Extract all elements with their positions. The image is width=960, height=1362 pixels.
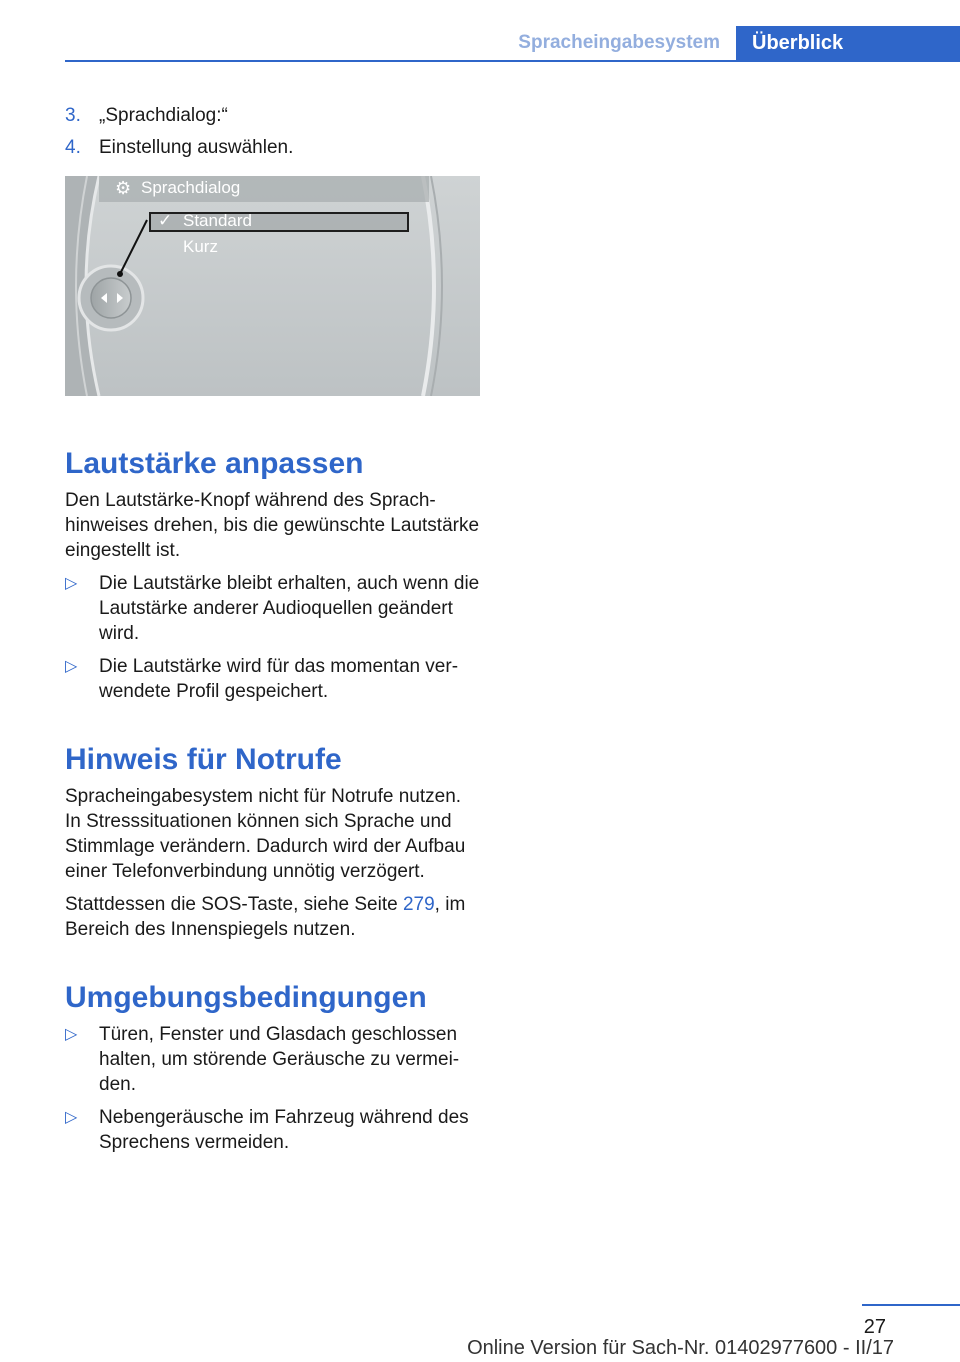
triangle-bullet-icon: ▷ xyxy=(65,1109,78,1126)
checkmark-icon: ✓ xyxy=(158,211,173,230)
content-column xyxy=(65,100,480,1163)
bullet-item xyxy=(65,1105,480,1155)
bullet-item xyxy=(65,571,480,646)
paragraph-sos xyxy=(65,892,480,942)
triangle-bullet-icon: ▷ xyxy=(65,658,78,675)
bullet-text: Türen, Fenster und Glasdach geschlossen halten, um störende Geräusche zu vermeiden. xyxy=(99,1024,460,1095)
footer-version-text: Online Version für Sach-Nr. 01402977600 - II/17 xyxy=(467,1337,894,1359)
step-text: Einstellung auswählen. xyxy=(99,137,294,158)
sos-text-after: , im Bereich des Innenspiegels nutzen. xyxy=(65,894,466,940)
footer-rule xyxy=(862,1304,960,1306)
control-display-screenshot xyxy=(65,176,480,396)
bullet-text: Nebengeräusche im Fahrzeug während des Sprechens vermeiden. xyxy=(99,1107,469,1153)
step-item xyxy=(65,100,480,132)
header-rule xyxy=(65,60,960,62)
screen-bezel-graphic xyxy=(65,176,480,396)
header-chapter-tab: Überblick xyxy=(736,26,960,62)
heading-volume: Lautstärke anpassen xyxy=(65,447,364,480)
step-number: 4. xyxy=(65,137,81,158)
page-number: 27 xyxy=(863,1316,886,1338)
step-text: „Sprachdialog:“ xyxy=(99,105,228,126)
screen-title: Sprachdialog xyxy=(141,178,241,197)
paragraph-emergency: Spracheingabesystem nicht für Notrufe nutzen. In Stresssituationen können sich Sprache und Stimmlage verändern. Dadurch wird der Aufbau einer Telefonverbindung unnötig verzögert. xyxy=(65,786,466,882)
menu-item-kurz[interactable]: Kurz xyxy=(183,237,218,256)
menu-item-standard[interactable]: Standard xyxy=(183,211,252,230)
paragraph-volume: Den Lautstärke-Knopf während des Sprachhinweises drehen, bis die gewünschte Lautstärke eingestellt ist. xyxy=(65,490,480,561)
step-number: 3. xyxy=(65,105,81,126)
bullet-item xyxy=(65,654,480,704)
bullet-text: Die Lautstärke wird für das momentan verwendete Profil gespeichert. xyxy=(99,656,459,702)
header-section-title: Spracheingabesystem xyxy=(518,32,720,53)
triangle-bullet-icon: ▷ xyxy=(65,575,78,592)
sos-text-before: Stattdessen die SOS-Taste, siehe Seite xyxy=(65,894,403,915)
triangle-bullet-icon: ▷ xyxy=(65,1026,78,1043)
gear-icon: ⚙ xyxy=(115,178,132,198)
page-link-279[interactable]: 279 xyxy=(402,894,435,915)
heading-environment: Umgebungsbedingungen xyxy=(65,981,427,1014)
bullet-text: Die Lautstärke bleibt erhalten, auch wenn die Lautstärke anderer Audioquellen geändert wird. xyxy=(99,573,480,644)
step-item xyxy=(65,132,480,164)
bullet-item xyxy=(65,1022,480,1097)
heading-emergency: Hinweis für Notrufe xyxy=(65,743,342,776)
